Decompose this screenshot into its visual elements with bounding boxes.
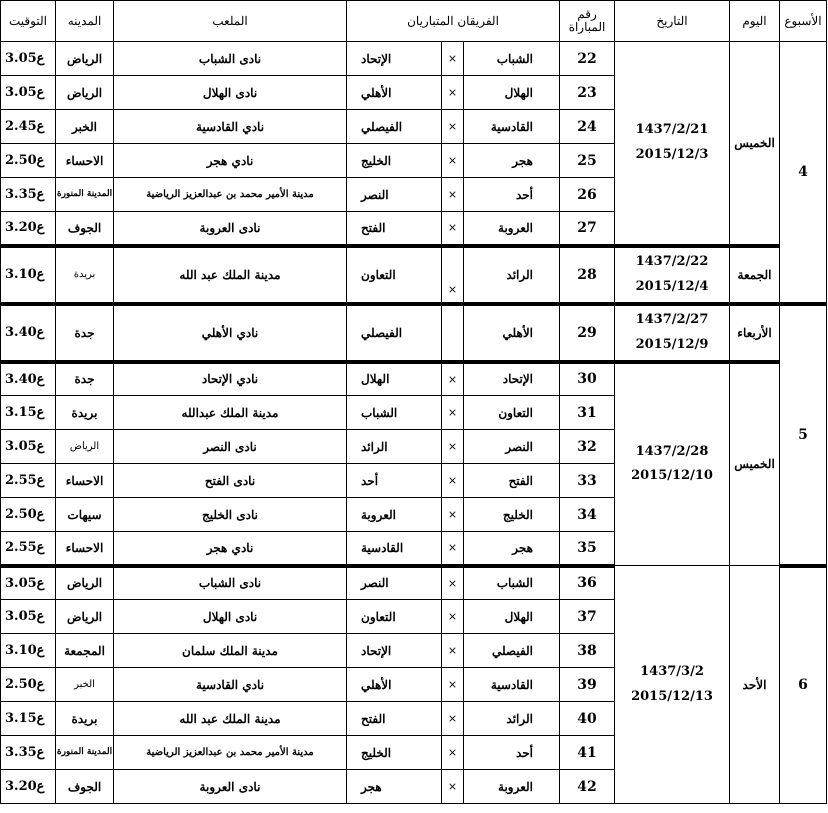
- match-number: 39: [560, 668, 615, 702]
- header-week: الأسبوع: [780, 1, 827, 42]
- team-b: الفتح: [347, 702, 442, 736]
- team-a: العروبة: [464, 770, 560, 804]
- match-city: الجوف: [56, 212, 114, 246]
- match-city: المدينة المنورة: [56, 736, 114, 770]
- vs-symbol: ×: [442, 464, 464, 498]
- vs-symbol: ×: [442, 600, 464, 634]
- week-number: 6: [780, 566, 827, 804]
- match-date: [615, 246, 730, 304]
- match-time: 3.05ع: [1, 42, 56, 76]
- match-city: جدة: [56, 304, 114, 362]
- match-stadium: نادي هجر: [114, 532, 347, 566]
- match-stadium: نادي القادسية: [114, 110, 347, 144]
- match-stadium: نادى الشباب: [114, 42, 347, 76]
- date-hijri: 1437/3/2: [640, 663, 704, 679]
- week-number: 4: [780, 42, 827, 304]
- match-time: 2.50ع: [1, 668, 56, 702]
- match-stadium: نادى الخليج: [114, 498, 347, 532]
- match-city: الاحساء: [56, 532, 114, 566]
- match-time: 3.35ع: [1, 178, 56, 212]
- match-stadium: نادى الفتح: [114, 464, 347, 498]
- header-stadium: الملعب: [114, 1, 347, 42]
- match-day: الأحد: [730, 566, 780, 804]
- team-a: الشباب: [464, 42, 560, 76]
- header-teams: الفريقان المتباريان: [347, 1, 560, 42]
- match-city: الخبر: [56, 668, 114, 702]
- table-row: [1, 246, 827, 304]
- match-number: 30: [560, 362, 615, 396]
- vs-symbol: ×: [442, 566, 464, 600]
- match-number: 35: [560, 532, 615, 566]
- match-city: جدة: [56, 362, 114, 396]
- team-a: القادسية: [464, 668, 560, 702]
- table-row: [1, 362, 827, 396]
- team-a: الخليج: [464, 498, 560, 532]
- team-b: النصر: [347, 178, 442, 212]
- match-number: 41: [560, 736, 615, 770]
- match-number: 37: [560, 600, 615, 634]
- header-day: اليوم: [730, 1, 780, 42]
- match-number: 23: [560, 76, 615, 110]
- team-b: التعاون: [347, 246, 442, 304]
- match-stadium: نادى الهلال: [114, 76, 347, 110]
- match-time: 2.50ع: [1, 144, 56, 178]
- team-a: هجر: [464, 144, 560, 178]
- vs-symbol: ×: [442, 668, 464, 702]
- match-stadium: مدينة الأمير محمد بن عبدالعزيز الرياضية: [114, 178, 347, 212]
- match-time: 3.20ع: [1, 770, 56, 804]
- vs-symbol: [442, 304, 464, 362]
- team-b: الخليج: [347, 736, 442, 770]
- vs-symbol: ×: [442, 212, 464, 246]
- match-stadium: نادي الأهلي: [114, 304, 347, 362]
- match-number: 33: [560, 464, 615, 498]
- match-number: 38: [560, 634, 615, 668]
- match-number: 25: [560, 144, 615, 178]
- team-b: القادسية: [347, 532, 442, 566]
- match-stadium: نادي الإتحاد: [114, 362, 347, 396]
- match-day: الجمعة: [730, 246, 780, 304]
- match-date: [615, 566, 730, 804]
- match-time: 2.55ع: [1, 532, 56, 566]
- team-a: الهلال: [464, 76, 560, 110]
- match-stadium: نادي هجر: [114, 144, 347, 178]
- match-city: الاحساء: [56, 144, 114, 178]
- team-b: الأهلي: [347, 668, 442, 702]
- vs-symbol: ×: [442, 396, 464, 430]
- team-a: القادسية: [464, 110, 560, 144]
- match-day: الخميس: [730, 362, 780, 566]
- match-stadium: نادى العروبة: [114, 770, 347, 804]
- match-number: 28: [560, 246, 615, 304]
- match-city: بريدة: [56, 396, 114, 430]
- match-time: 3.05ع: [1, 600, 56, 634]
- header-date: التاريخ: [615, 1, 730, 42]
- team-b: الفتح: [347, 212, 442, 246]
- vs-symbol: ×: [442, 76, 464, 110]
- match-city: الرياض: [56, 42, 114, 76]
- match-time: 3.40ع: [1, 304, 56, 362]
- date-hijri: 1437/2/28: [635, 443, 709, 459]
- header-city: المدينه: [56, 1, 114, 42]
- match-time: 3.05ع: [1, 566, 56, 600]
- match-date: [615, 304, 730, 362]
- match-stadium: مدينة الملك عبدالله: [114, 396, 347, 430]
- match-day: الخميس: [730, 42, 780, 246]
- vs-symbol: ×: [442, 178, 464, 212]
- match-city: بريدة: [56, 246, 114, 304]
- match-stadium: مدينة الملك عبد الله: [114, 246, 347, 304]
- match-city: الخبر: [56, 110, 114, 144]
- table-row: [1, 304, 827, 362]
- team-a: الفيصلي: [464, 634, 560, 668]
- match-number: 36: [560, 566, 615, 600]
- vs-symbol: ×: [442, 498, 464, 532]
- date-gregorian: 2015/12/4: [635, 278, 709, 294]
- match-number: 40: [560, 702, 615, 736]
- team-b: الشباب: [347, 396, 442, 430]
- match-number: 34: [560, 498, 615, 532]
- match-stadium: نادى النصر: [114, 430, 347, 464]
- match-time: 3.10ع: [1, 634, 56, 668]
- date-gregorian: 2015/12/13: [631, 688, 713, 704]
- date-hijri: 1437/2/22: [635, 253, 709, 269]
- match-day: الأربعاء: [730, 304, 780, 362]
- team-a: الرائد: [464, 702, 560, 736]
- team-a: الأهلي: [464, 304, 560, 362]
- match-number: 31: [560, 396, 615, 430]
- match-city: الاحساء: [56, 464, 114, 498]
- team-a: الرائد: [464, 246, 560, 304]
- match-city: سيهات: [56, 498, 114, 532]
- match-number: 24: [560, 110, 615, 144]
- match-stadium: نادي القادسية: [114, 668, 347, 702]
- match-number: 27: [560, 212, 615, 246]
- team-a: الشباب: [464, 566, 560, 600]
- date-gregorian: 2015/12/10: [631, 468, 713, 484]
- match-time: 3.20ع: [1, 212, 56, 246]
- match-stadium: نادى العروبة: [114, 212, 347, 246]
- vs-symbol: ×: [442, 246, 464, 304]
- match-date: [615, 42, 730, 246]
- team-b: هجر: [347, 770, 442, 804]
- match-city: المدينة المنورة: [56, 178, 114, 212]
- team-a: الفتح: [464, 464, 560, 498]
- team-a: هجر: [464, 532, 560, 566]
- vs-symbol: ×: [442, 144, 464, 178]
- match-number: 22: [560, 42, 615, 76]
- date-gregorian: 2015/12/3: [635, 146, 709, 162]
- team-a: التعاون: [464, 396, 560, 430]
- match-city: الرياض: [56, 430, 114, 464]
- date-gregorian: 2015/12/9: [635, 336, 709, 352]
- vs-symbol: ×: [442, 430, 464, 464]
- match-city: الرياض: [56, 600, 114, 634]
- match-city: المجمعة: [56, 634, 114, 668]
- team-a: أحد: [464, 736, 560, 770]
- team-b: الهلال: [347, 362, 442, 396]
- date-hijri: 1437/2/21: [635, 122, 709, 138]
- team-b: الإتحاد: [347, 634, 442, 668]
- team-b: الرائد: [347, 430, 442, 464]
- vs-symbol: ×: [442, 770, 464, 804]
- match-time: 3.40ع: [1, 362, 56, 396]
- header-match-no: رقم المباراة: [560, 1, 615, 42]
- match-time: 2.50ع: [1, 498, 56, 532]
- match-stadium: نادى الشباب: [114, 566, 347, 600]
- match-number: 29: [560, 304, 615, 362]
- table-row: [1, 566, 827, 600]
- vs-symbol: ×: [442, 736, 464, 770]
- match-time: 3.05ع: [1, 76, 56, 110]
- team-b: التعاون: [347, 600, 442, 634]
- vs-symbol: ×: [442, 634, 464, 668]
- vs-symbol: ×: [442, 110, 464, 144]
- date-hijri: 1437/2/27: [635, 311, 709, 327]
- match-city: الجوف: [56, 770, 114, 804]
- vs-symbol: ×: [442, 362, 464, 396]
- match-time: 3.15ع: [1, 702, 56, 736]
- match-city: بريدة: [56, 702, 114, 736]
- match-time: 3.05ع: [1, 430, 56, 464]
- match-time: 3.10ع: [1, 246, 56, 304]
- vs-symbol: ×: [442, 702, 464, 736]
- match-time: 3.15ع: [1, 396, 56, 430]
- team-a: أحد: [464, 178, 560, 212]
- team-b: النصر: [347, 566, 442, 600]
- match-stadium: مدينة الأمير محمد بن عبدالعزيز الرياضية: [114, 736, 347, 770]
- vs-symbol: ×: [442, 532, 464, 566]
- match-date: [615, 362, 730, 566]
- match-city: الرياض: [56, 566, 114, 600]
- header-time: التوقيت: [1, 1, 56, 42]
- team-b: الفيصلي: [347, 110, 442, 144]
- team-b: أحد: [347, 464, 442, 498]
- match-time: 2.45ع: [1, 110, 56, 144]
- team-a: الهلال: [464, 600, 560, 634]
- match-time: 2.55ع: [1, 464, 56, 498]
- match-number: 42: [560, 770, 615, 804]
- team-b: الخليج: [347, 144, 442, 178]
- match-number: 32: [560, 430, 615, 464]
- team-b: الإتحاد: [347, 42, 442, 76]
- match-stadium: نادى الهلال: [114, 600, 347, 634]
- match-stadium: مدينة الملك عبد الله: [114, 702, 347, 736]
- team-b: الفيصلي: [347, 304, 442, 362]
- team-b: الأهلي: [347, 76, 442, 110]
- header-row: [1, 1, 827, 42]
- match-time: 3.35ع: [1, 736, 56, 770]
- team-a: النصر: [464, 430, 560, 464]
- week-number: 5: [780, 304, 827, 566]
- team-b: العروبة: [347, 498, 442, 532]
- team-a: العروبة: [464, 212, 560, 246]
- match-stadium: مدينة الملك سلمان: [114, 634, 347, 668]
- table-row: [1, 42, 827, 76]
- match-number: 26: [560, 178, 615, 212]
- team-a: الإتحاد: [464, 362, 560, 396]
- vs-symbol: ×: [442, 42, 464, 76]
- match-city: الرياض: [56, 76, 114, 110]
